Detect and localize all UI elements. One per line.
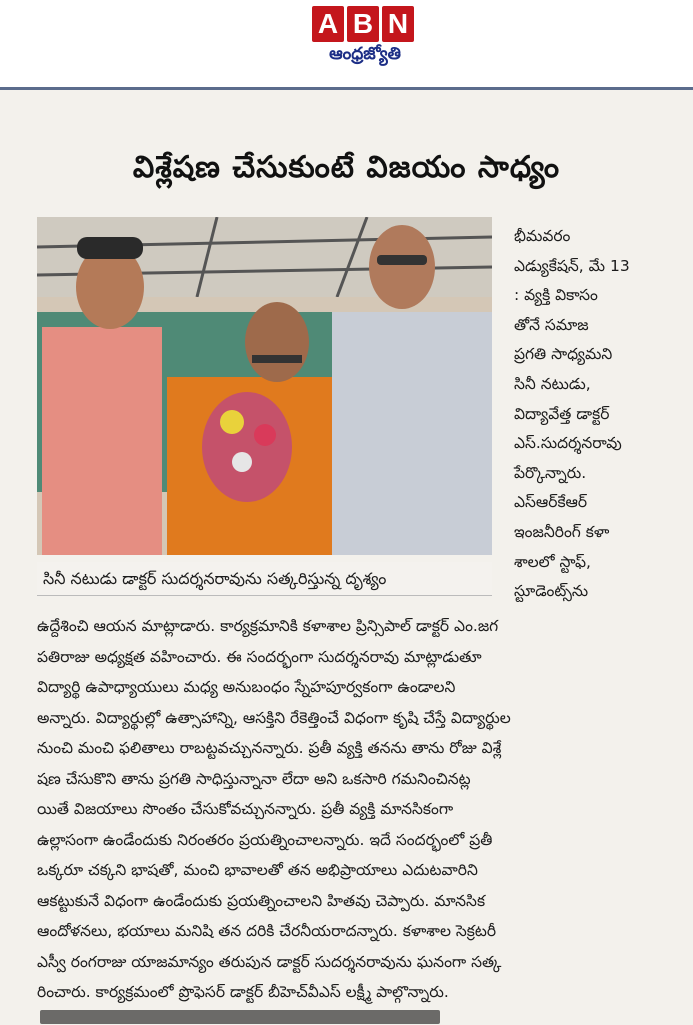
felicitation-photo-illustration: [37, 217, 492, 555]
abn-logo: [312, 6, 414, 42]
side-line: స్టూడెంట్స్‌ను: [514, 582, 589, 601]
side-line: భీమవరం: [514, 227, 571, 245]
body-line: ఉల్లాసంగా ఉండేందుకు నిరంతరం ప్రయత్నించాలన్నారు. ఇదే సందర్భంలో ప్రతీ: [37, 830, 493, 849]
logo-letter-b: B: [347, 6, 379, 42]
side-line: పేర్కొన్నారు.: [514, 463, 587, 482]
logo-letter-a: A: [312, 6, 344, 42]
body-line: విద్యార్థి ఉపాధ్యాయులు మధ్య అనుబంధం స్నేహపూర్వకంగా ఉండాలని: [37, 678, 456, 696]
side-line: ప్రగతి సాధ్యమని: [514, 345, 613, 364]
body-line: యితే విజయాలు సొంతం చేసుకోవచ్చునన్నారు. ప్రతీ వ్యక్తి మానసికంగా: [37, 800, 454, 818]
side-line: ఎస్ఆర్‌కేఆర్: [514, 493, 588, 512]
side-line: ఎస్.సుదర్శనరావు: [514, 434, 622, 453]
article-body: [37, 611, 677, 1008]
side-line: ఎడ్యుకేషన్, మే 13: [514, 256, 630, 275]
body-line: షణ చేసుకొని తాను ప్రగతి సాధిస్తున్నానా లేదా అని ఒకసారి గమనించినట్ల: [37, 769, 471, 788]
photo-caption: సినీ నటుడు డాక్టర్ సుదర్శనరావును సత్కరిస్తున్న దృశ్యం: [37, 562, 492, 596]
body-line: నుంచి మంచి ఫలితాలు రాబట్టవచ్చునన్నారు. ప్రతీ వ్యక్తి తనను తాను రోజు విశ్లే: [37, 739, 502, 757]
body-line: ఆకట్టుకునే విధంగా ఉండేందుకు ప్రయత్నించాలని హితవు చెప్పారు. మానసిక: [37, 891, 486, 910]
header-divider: [0, 87, 693, 90]
body-line: ఉద్దేశించి ఆయన మాట్లాడారు. కార్యక్రమానికి కళాశాల ప్రిన్సిపాల్ డాక్టర్ ఎం.జగ: [37, 617, 499, 635]
body-line: పతిరాజు అధ్యక్షత వహించారు. ఈ సందర్భంగా సుదర్శనరావు మాట్లాడుతూ: [37, 647, 482, 666]
side-line: తోనే సమాజ: [514, 315, 589, 334]
side-line: విద్యావేత్త డాక్టర్: [514, 404, 610, 423]
cropped-next-headline: [40, 1010, 440, 1024]
side-line: సినీ నటుడు,: [514, 374, 591, 393]
logo-subtitle: ఆంధ్రజ్యోతి: [329, 44, 401, 64]
body-line: ఎస్వీ రంగరాజు యాజమాన్యం తరుపున డాక్టర్ సుదర్శనరావును ఘనంగా సత్క: [37, 952, 502, 971]
body-line: ఒక్కరూ చక్కని భాషతో, మంచి భావాలతో తన అభిప్రాయాలు ఎదుటవారిని: [37, 861, 478, 879]
article-photo: [37, 217, 492, 555]
article-side-column: [514, 222, 674, 607]
side-line: ఇంజనీరింగ్ కళా: [514, 522, 610, 541]
body-line: అన్నారు. విద్యార్థుల్లో ఉత్సాహాన్ని, ఆసక్తిని రేకెత్తించే విధంగా కృషి చేస్తే విద్యార్థుల: [37, 708, 511, 727]
article-headline: విశ్లేషణ చేసుకుంటే విజయం సాధ్యం: [132, 150, 561, 185]
side-line: : వ్యక్తి వికాసం: [514, 286, 598, 305]
masthead: [0, 0, 693, 88]
logo-letter-n: N: [382, 6, 414, 42]
body-line: ఆందోళనలు, భయాలు మనిషి తన దరికి చేరనీయరాదన్నారు. కళాశాల సెక్రటరీ: [37, 922, 497, 940]
body-line: రించారు. కార్యక్రమంలో ప్రొఫెసర్ డాక్టర్ బీహెచ్‌వీఎస్ లక్ష్మీ పాల్గొన్నారు.: [37, 983, 449, 1001]
side-line: శాలలో స్టాఫ్,: [514, 552, 591, 571]
